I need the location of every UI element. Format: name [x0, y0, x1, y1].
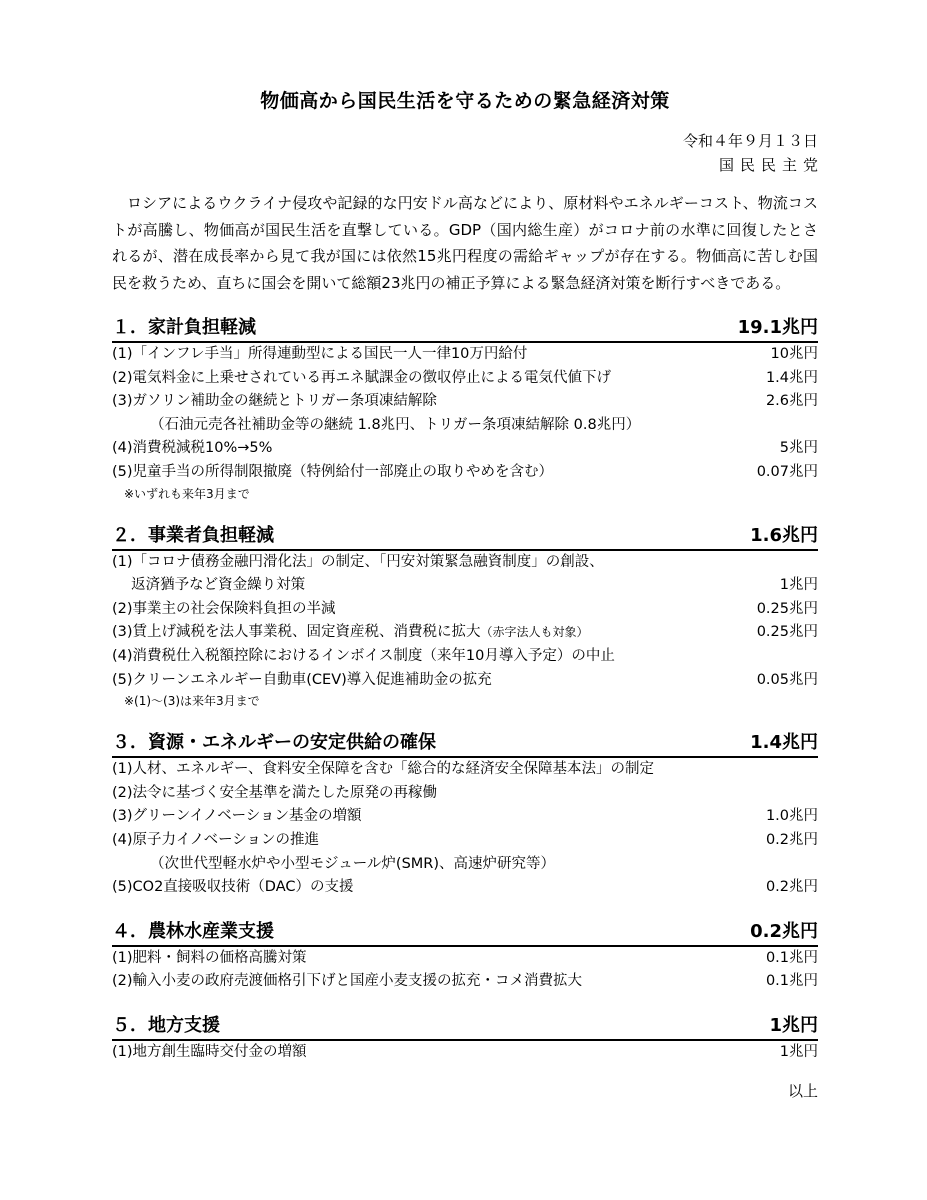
line-item — [112, 782, 818, 806]
line-item-text: (3)グリーンイノベーション基金の増額 — [112, 808, 362, 825]
line-item-amount: 0.25兆円 — [756, 624, 818, 641]
section-total: 19.1兆円 — [737, 317, 818, 338]
line-item-label — [112, 758, 654, 782]
line-item — [112, 645, 818, 669]
line-item-label — [112, 645, 615, 669]
line-item-label — [112, 437, 272, 461]
line-item-text: (1)「インフレ手当」所得連動型による国民一人一律10万円給付 — [112, 346, 528, 362]
line-item — [112, 461, 818, 485]
line-item-amount — [810, 782, 818, 806]
line-item-text: (5)CO2直接吸収技術（DAC）の支援 — [112, 879, 354, 896]
section-note: ※いずれも来年3月まで — [124, 486, 250, 501]
line-item-text: (2)輸入小麦の政府売渡価格引下げと国産小麦支援の拡充・コメ消費拡大 — [112, 973, 583, 990]
line-item-amount: 10兆円 — [770, 346, 818, 362]
section-title: ２．事業者負担軽減 — [112, 524, 274, 546]
line-item-text: (4)原子力イノベーションの推進 — [112, 831, 320, 848]
line-item — [112, 669, 818, 693]
section-total: 1兆円 — [769, 1014, 818, 1036]
line-item-text: (5)クリーンエネルギー自動車(CEV)導入促進補助金の拡充 — [112, 671, 492, 688]
line-item-text: (3)賃上げ減税を法人事業税、固定資産税、消費税に拡大 — [112, 624, 481, 641]
line-item-label — [112, 805, 362, 829]
line-item — [112, 343, 818, 367]
section-total: 1.4兆円 — [750, 732, 818, 754]
section-title: １．家計負担軽減 — [112, 317, 256, 338]
line-item-amount — [810, 551, 818, 575]
line-item — [112, 551, 818, 575]
line-item-text: (1)人材、エネルギー、食料安全保障を含む「総合的な経済安全保障基本法」の制定 — [112, 761, 654, 778]
line-item-label — [112, 621, 589, 645]
line-item-amount: 1.0兆円 — [765, 808, 818, 825]
section-4 — [112, 920, 818, 994]
line-item-text: (2)電気料金に上乗せされている再エネ賦課金の徴収停止による電気代値下げ — [112, 369, 612, 386]
section-total: 1.6兆円 — [750, 524, 818, 546]
line-item-amount: 5兆円 — [779, 440, 818, 457]
line-item-label — [112, 829, 319, 853]
line-item-label — [112, 390, 437, 414]
line-item-label — [112, 551, 604, 575]
section-title: ５．地方支援 — [112, 1014, 220, 1036]
section-3 — [112, 731, 818, 900]
line-item-text: (5)児童手当の所得制限撤廃（特例給付一部廃止の取りやめを含む） — [112, 463, 554, 480]
line-item — [112, 367, 818, 391]
line-item — [112, 574, 818, 598]
line-item — [112, 829, 818, 853]
line-item-label — [112, 876, 354, 900]
line-item-amount: 2.6兆円 — [765, 393, 818, 410]
sections — [112, 316, 818, 1064]
line-item-amount: 0.1兆円 — [765, 949, 818, 966]
line-item-amount: 0.25兆円 — [756, 600, 818, 617]
section-note: ※(1)～(3)は来年3月まで — [124, 694, 260, 709]
line-item — [112, 876, 818, 900]
section-5 — [112, 1014, 818, 1065]
line-item-label — [112, 782, 437, 806]
section-2 — [112, 524, 818, 712]
line-item-label — [112, 598, 336, 622]
line-item-label — [112, 669, 492, 693]
line-item — [112, 621, 818, 645]
line-item-amount: 0.07兆円 — [756, 463, 818, 480]
section-heading — [112, 524, 818, 551]
line-item-label — [112, 947, 307, 971]
line-item — [112, 947, 818, 971]
intro-paragraph: ロシアによるウクライナ侵攻や記録的な円安ドル高などにより、原材料やエネルギーコスト、物流コストが高騰し、物価高が国民生活を直撃している。GDP（国内総生産）がコロナ前の水準に回復したとされるが、潜在成長率から見て我が国には依然15兆円程度の需給ギャップが存在する。物価高に苦しむ国民を救うため、直ちに国会を開いて総額23兆円の補正予算による緊急経済対策を断行すべきである。 — [112, 194, 818, 292]
section-heading — [112, 731, 818, 758]
line-item-amount: 1兆円 — [779, 1043, 818, 1060]
line-item-label — [112, 574, 305, 598]
line-item-text: (1)「コロナ債務金融円滑化法」の制定、「円安対策緊急融資制度」の創設、 — [112, 553, 604, 570]
line-item-label — [112, 461, 553, 485]
section-1 — [112, 316, 818, 504]
section-title: ３．資源・エネルギーの安定供給の確保 — [112, 732, 436, 754]
line-item — [112, 390, 818, 414]
line-item — [112, 758, 818, 782]
line-item — [112, 437, 818, 461]
item-detail: （次世代型軽水炉や小型モジュール炉(SMR)、高速炉研究等） — [150, 855, 556, 872]
line-item-label — [112, 367, 611, 391]
line-item-text: (4)消費税減税10%→5% — [112, 440, 273, 457]
line-item-text: (2)法令に基づく安全基準を満たした原発の再稼働 — [112, 784, 438, 801]
line-item — [112, 598, 818, 622]
line-item — [112, 805, 818, 829]
line-item-amount: 0.2兆円 — [765, 879, 818, 896]
line-item-text: (2)事業主の社会保険料負担の半減 — [112, 600, 336, 617]
closing-text: 以上 — [787, 1082, 818, 1101]
line-item-text: 返済猶予など資金繰り対策 — [112, 577, 306, 594]
section-heading — [112, 316, 818, 343]
line-item-label — [112, 1041, 307, 1065]
line-item — [112, 970, 818, 994]
section-total: 0.2兆円 — [750, 920, 818, 942]
line-item-amount: 1兆円 — [779, 577, 818, 594]
line-item-amount — [810, 758, 818, 782]
item-detail: （石油元売各社補助金等の継続 1.8兆円、トリガー条項凍結解除 0.8兆円） — [150, 416, 641, 433]
line-item-text: (4)消費税仕入税額控除におけるインボイス制度（来年10月導入予定）の中止 — [112, 647, 615, 664]
document-title: 物価高から国民生活を守るための緊急経済対策 — [260, 90, 670, 112]
section-title: ４．農林水産業支援 — [112, 920, 274, 942]
party-name: 国民民主党 — [718, 156, 824, 174]
document — [112, 86, 824, 1101]
line-item-text: (1)肥料・飼料の価格高騰対策 — [112, 949, 307, 966]
document-date: 令和４年９月１３日 — [682, 132, 818, 150]
line-item-amount: 0.05兆円 — [756, 671, 818, 688]
line-item-text: (1)地方創生臨時交付金の増額 — [112, 1043, 307, 1060]
section-heading — [112, 920, 818, 947]
section-heading — [112, 1014, 818, 1041]
line-item-text: (3)ガソリン補助金の継続とトリガー条項凍結解除 — [112, 393, 437, 410]
line-item-amount — [810, 645, 818, 669]
line-item-amount: 0.2兆円 — [765, 831, 818, 848]
line-item-label — [112, 970, 582, 994]
line-item-label — [112, 343, 527, 367]
line-item-amount: 0.1兆円 — [765, 973, 818, 990]
line-item-amount: 1.4兆円 — [765, 369, 818, 386]
line-item-note: （赤字法人も対象） — [480, 625, 589, 640]
line-item — [112, 1041, 818, 1065]
